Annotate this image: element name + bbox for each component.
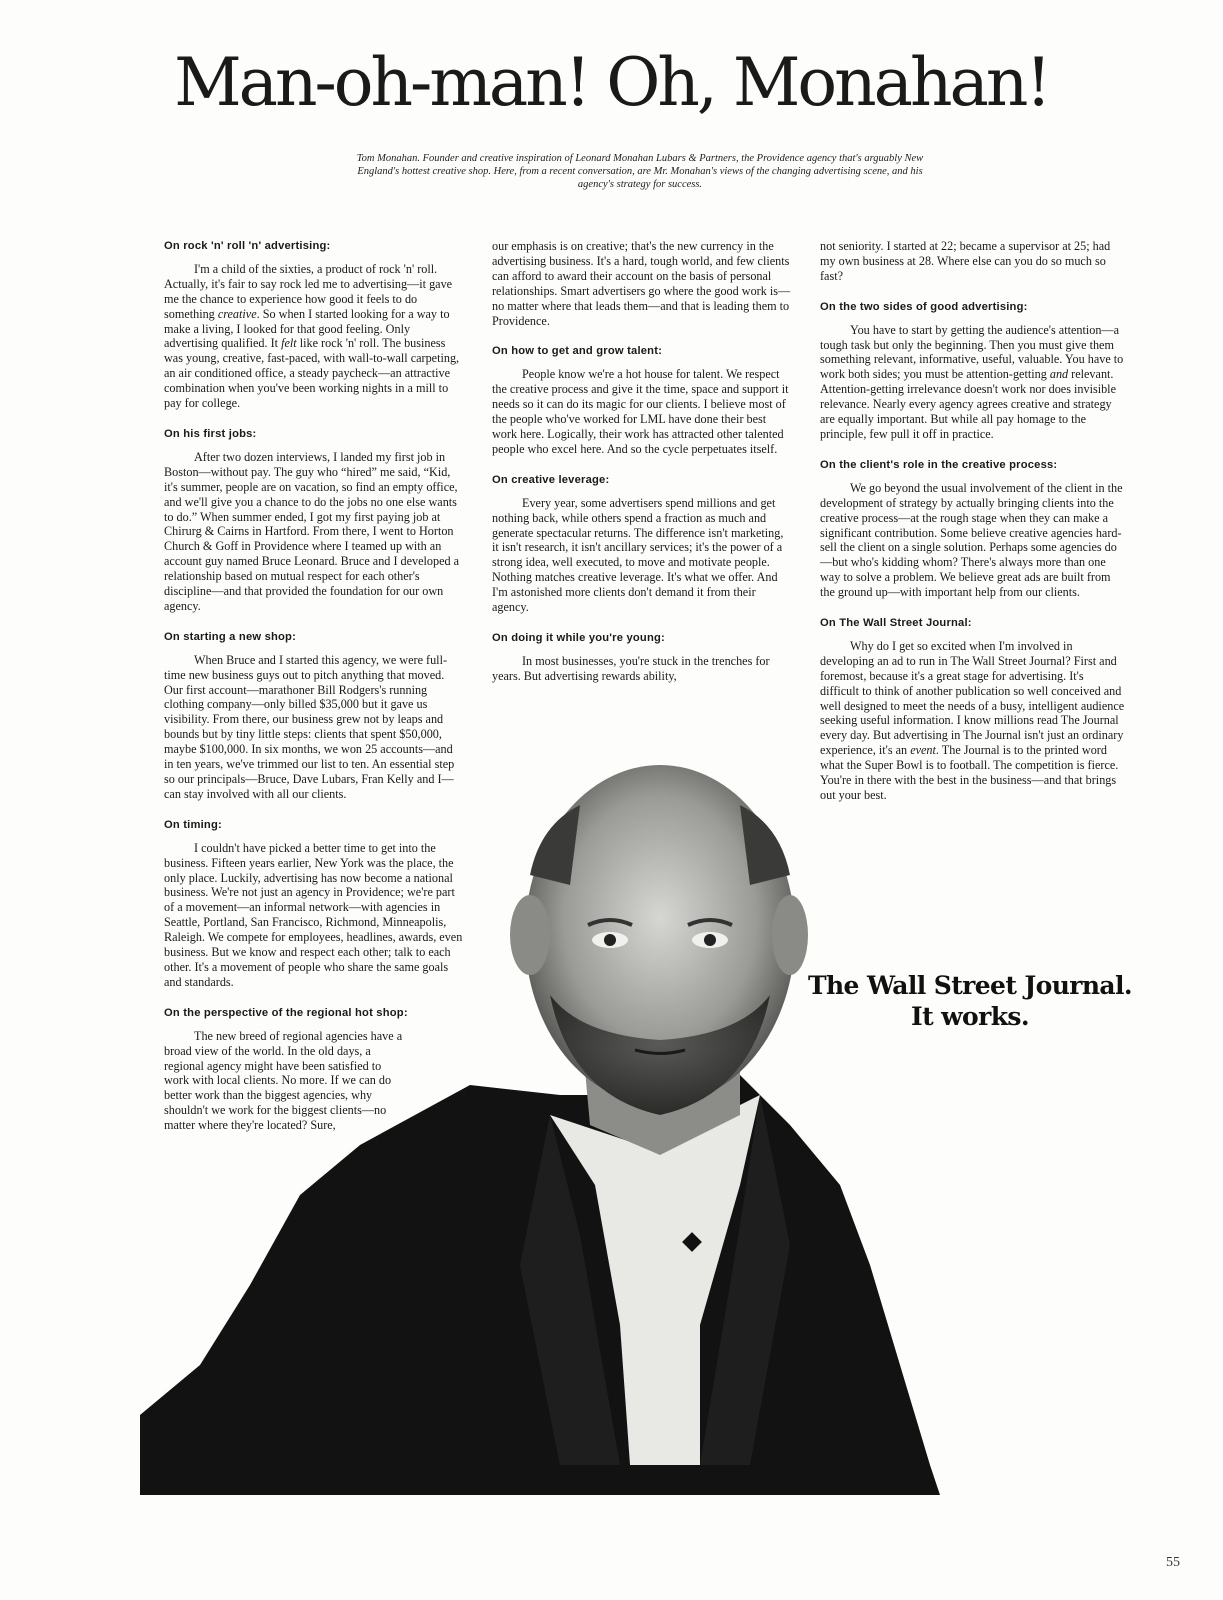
section-heading: On how to get and grow talent:	[492, 345, 663, 358]
headline: Man-oh-man! Oh, Monahan!	[174, 44, 1049, 121]
column-3	[820, 239, 1125, 819]
section-heading: On rock 'n' roll 'n' advertising:	[164, 240, 331, 252]
paragraph: In most businesses, you're stuck in the trenches for years. But advertising rewards ability,	[492, 653, 770, 683]
section-heading: On starting a new shop:	[164, 630, 297, 643]
paragraph: You have to start by getting the audience's attention—a tough task but only the beginning. Then you must give them something relevant, informative, useful, valuable. You have to work both sides; you must be attention-getting and relevant. Attention-getting irrelevance doesn't work nor does invisible relevance. Nearly every agency agrees creative and strategy are equally important. But while all pay homage to the principle, few pull it off in practice.	[820, 322, 1124, 441]
section-heading: On the two sides of good advertising:	[820, 300, 1028, 313]
section-heading: On timing:	[164, 818, 222, 831]
column-2	[492, 239, 792, 700]
paragraph: After two dozen interviews, I landed my first job in Boston—without pay. The guy who “hired” me said, “Kid, it's summer, people are on vacation, so find an empty office, and we'll give you a chance to do the jobs no one else wants to do.” When summer ended, I got my first paying job at Chirurg & Cairns in Hartford. From there, I went to Horton Church & Goff in Providence where I teamed up with an account guy named Bruce Leonard. Bruce and I developed a relationship based on mutual respect for each other's discipline—and that provided the foundation for our own agency.	[164, 449, 460, 613]
page-number: 55	[1166, 1555, 1180, 1570]
section-heading: On the perspective of the regional hot shop:	[164, 1006, 408, 1019]
paragraph: not seniority. I started at 22; became a supervisor at 25; had my own business at 28. Where else can you do so much so fast?	[820, 239, 1111, 283]
paragraph: People know we're a hot house for talent. We respect the creative process and give it the time, space and support it needs so it can do its magic for our clients. I believe most of the people who've worked for LML have done their best work here. Logically, their work has attracted other talented people who excel here. And so the cycle perpetuates itself.	[492, 367, 789, 456]
paragraph: our emphasis is on creative; that's the new currency in the advertising business. It's a hard, tough world, and few clients can afford to award their account on the basis of personal relationships. Smart advertisers go where the good work is—no matter where that leads them—and that is leading them to Providence.	[492, 239, 791, 328]
tagline-line-2: It works.	[910, 1002, 1029, 1031]
paragraph: I'm a child of the sixties, a product of rock 'n' roll. Actually, it's fair to say rock led me to advertising—it gave me the chance to experience how good it feels to do something creative. So when I started looking for a way to make a living, I looked for that good feeling. Only advertising qualified. It felt like rock 'n' roll. The business was young, creative, fast-paced, with wall-to-wall carpeting, an air conditioned office, a steady paycheck—an attractive combination when you've been working nights in a mill to pay for college.	[164, 261, 460, 411]
tagline-line-1: The Wall Street Journal.	[807, 971, 1133, 1000]
paragraph: Why do I get so excited when I'm involved in developing an ad to run in The Wall Street Journal? First and foremost, because it's a great stage for advertising. It's difficult to think of another publication so well conceived and well designed to meet the needs of a busy, intelligent audience seeking useful information. I know millions read The Journal every day. But advertising in The Journal isn't just an ordinary experience, it's an event. The Journal is to the printed word what the Super Bowl is to football. The competition is fierce. You're in there with the best in the business—and that brings out your best.	[820, 638, 1125, 802]
subhead: Tom Monahan. Founder and creative inspiration of Leonard Monahan Lubars & Partners, the Providence agency that's arguably New England's hottest creative shop. Here, from a recent conversation, are Mr. Monahan's views of the changing advertising scene, and his agency's strategy for success.	[356, 153, 924, 190]
section-heading: On the client's role in the creative process:	[820, 458, 1058, 471]
paragraph: I couldn't have picked a better time to get into the business. Fifteen years earlier, New York was the place, the only place. Luckily, advertising has now become a national business. We're not just an agency in Providence; we're part of a movement—an informal network—with agencies in Seattle, Portland, San Francisco, Richmond, Minneapolis, Raleigh. We compete for employees, headlines, awards, even business. But we know and respect each other; talk to each other. It's a movement of people who share the same goals and standards.	[164, 840, 463, 989]
wsj-tagline	[800, 970, 1140, 1032]
paragraph: When Bruce and I started this agency, we were full-time new business guys out to pitch anything that moved. Our first account—marathoner Bill Rodgers's running clothing company—only billed $35,000 but it gave us visibility. From there, our business grew not by leaps and bounds but by tiny little steps: clients that spent $50,000, maybe $100,000. In six months, we won 25 accounts—and in ten years, we've trimmed our list to ten. An essential step so our principals—Bruce, Dave Lubars, Fran Kelly and I—can stay involved with all our clients.	[164, 652, 455, 801]
portrait-photo	[140, 765, 940, 1495]
paragraph: Every year, some advertisers spend millions and get nothing back, while others spend a fraction as much and generate spectacular returns. The difference isn't marketing, it isn't research, it isn't ancillary services; it's the power of a strong idea, well executed, to move and motivate people. Nothing matches creative leverage. It's what we offer. And I'm astonished more clients don't demand it from their agency.	[492, 495, 784, 615]
section-heading: On The Wall Street Journal:	[820, 617, 972, 630]
section-heading: On his first jobs:	[164, 427, 257, 440]
section-heading: On creative leverage:	[492, 473, 610, 486]
section-heading: On doing it while you're young:	[492, 631, 665, 644]
paragraph: We go beyond the usual involvement of the client in the development of strategy by actually bringing clients into the creative process—at the rough stage when they can make a significant contribution. Some believe creative agencies hard-sell the client on a single solution. Perhaps some agencies do—but who's kidding whom? There's always more than one way to solve a problem. We believe great ads are built from the ground up—with important help from our clients.	[820, 480, 1123, 600]
paragraph: The new breed of regional agencies have a broad view of the world. In the old days, a regional agency might have been satisfied to work with local clients. No more. If we can do better work than the biggest agencies, why shouldn't we work for the biggest clients—no matter where they're located? Sure,	[164, 1028, 403, 1133]
